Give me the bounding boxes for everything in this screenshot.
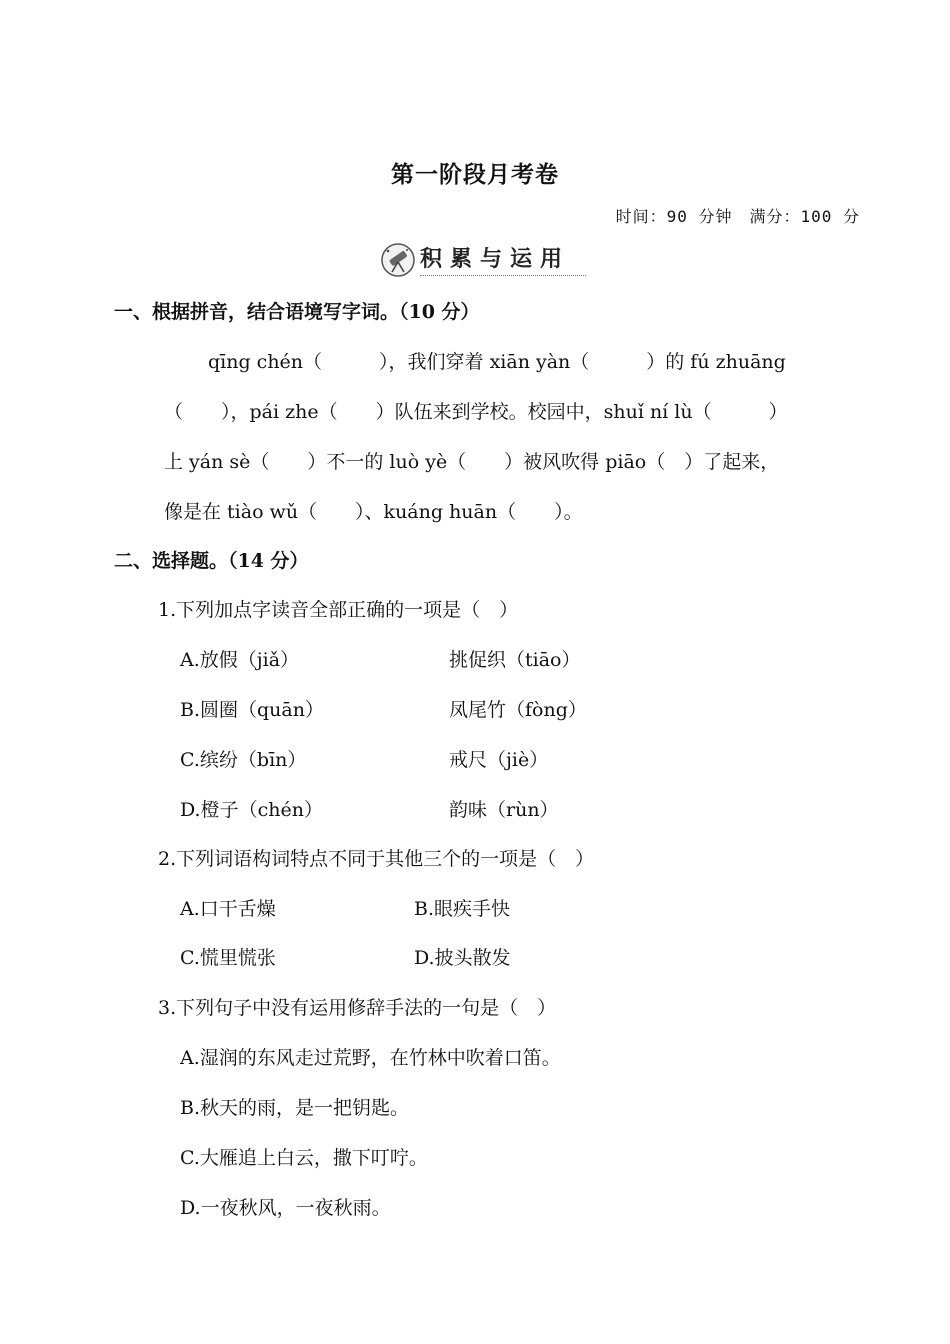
q1-option-a-second: 挑促织（tiāo） bbox=[449, 649, 581, 671]
q2-option-b: B.眼疾手快 bbox=[414, 898, 511, 920]
q1-option-c-second: 戒尺（jiè） bbox=[449, 749, 549, 771]
telescope-icon bbox=[380, 242, 416, 278]
q2-option-a: A.口干舌燥 bbox=[180, 898, 276, 920]
q1-option-a: A.放假（jiǎ） bbox=[180, 649, 300, 671]
question-3-stem: 3.下列句子中没有运用修辞手法的一句是（ ） bbox=[158, 997, 557, 1019]
pinyin-line-3: 上 yán sè（ ）不一的 luò yè（ ）被风吹得 piāo（ ）了起来， bbox=[164, 451, 780, 473]
section2-heading: 二、选择题。（14 分） bbox=[114, 550, 309, 572]
exam-meta: 时间：90 分钟 满分：100 分 bbox=[615, 207, 860, 226]
pinyin-line-4: 像是在 tiào wǔ（ ）、kuáng huān（ ）。 bbox=[164, 501, 583, 523]
question-1-stem: 1.下列加点字读音全部正确的一项是（ ） bbox=[158, 599, 519, 621]
question-2-stem: 2.下列词语构词特点不同于其他三个的一项是（ ） bbox=[158, 848, 595, 870]
q1-option-c: C.缤纷（bīn） bbox=[180, 749, 307, 771]
q1-option-d-second: 韵味（rùn） bbox=[449, 799, 559, 821]
banner-underline bbox=[420, 275, 586, 276]
q1-option-d: D.橙子（chén） bbox=[180, 799, 323, 821]
pinyin-line-2: （ ），pái zhe（ ）队伍来到学校。校园中，shuǐ ní lù（ ） bbox=[164, 401, 788, 423]
q1-option-b-second: 凤尾竹（fòng） bbox=[449, 699, 587, 721]
banner-label: 积累与运用 bbox=[420, 247, 571, 272]
section1-heading: 一、根据拼音，结合语境写字词。（10 分） bbox=[114, 301, 480, 323]
pinyin-line-1: qīng chén（ ），我们穿着 xiān yàn（ ）的 fú zhuāng bbox=[208, 351, 786, 373]
q2-option-d: D.披头散发 bbox=[414, 947, 511, 969]
q1-option-b: B.圆圈（quān） bbox=[180, 699, 324, 721]
q3-option-b: B.秋天的雨，是一把钥匙。 bbox=[180, 1097, 410, 1119]
q2-option-c: C.慌里慌张 bbox=[180, 947, 276, 969]
q3-option-d: D.一夜秋风，一夜秋雨。 bbox=[180, 1197, 391, 1219]
q3-option-c: C.大雁追上白云，撒下叮咛。 bbox=[180, 1147, 428, 1169]
page-title: 第一阶段月考卷 bbox=[391, 161, 559, 188]
q3-option-a: A.湿润的东风走过荒野，在竹林中吹着口笛。 bbox=[180, 1047, 561, 1069]
